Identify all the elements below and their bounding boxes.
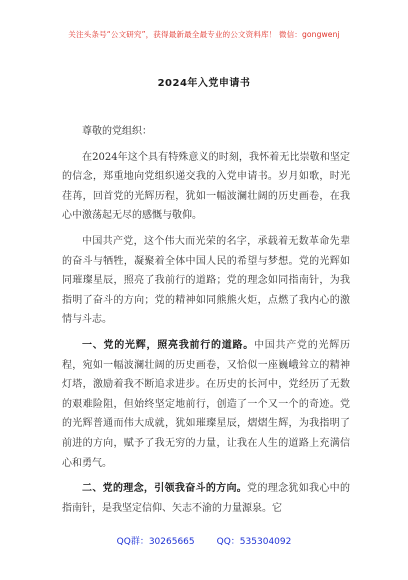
header-promo-note: 关注头条号“公文研究”，获得最新最全最专业的公文资料库！ 微信：gongwenj xyxy=(68,30,340,39)
section-1 xyxy=(62,336,350,473)
section-2-heading: 二、党的理念，引领我奋斗的方向。 xyxy=(82,483,248,495)
body-paragraph-1: 在2024年这个具有特殊意义的时刻，我怀着无比崇敬和坚定的信念，郑重地向党组织递交我的入党申请书。岁月如歌，时光荏苒，回首党的光辉历程，犹如一幅波澜壮阔的历史画卷，在我心中激荡起无尽的感慨与敬仰。 xyxy=(62,151,350,222)
qq-group-number: QQ群：30265665 xyxy=(116,537,195,547)
document-body xyxy=(62,122,350,518)
section-2 xyxy=(62,479,350,518)
section-1-text: 中国共产党的光辉历程，宛如一幅波澜壮阔的历史画卷，又恰似一座巍峨耸立的精神灯塔，激励着我不断追求进步。在历史的长河中，党经历了无数的艰难险阻，但始终坚定地前行，创造了一个又一个的奇迹。党的光辉普通而伟大成就，犹如璀璨星辰，熠熠生辉，为我指明了前进的方向，赋予了我无穷的力量，让我在人生的道路上充满信心和勇气。 xyxy=(62,339,350,469)
body-paragraph-2: 中国共产党，这个伟大而光荣的名字，承载着无数革命先辈的奋斗与牺牲，凝聚着全体中国人民的希望与梦想。党的光辉如同璀璨星辰，照亮了我前行的道路；党的理念如同指南针，为我指明了奋斗的方向；党的精神如同熊熊火炬，点燃了我内心的激情与斗志。 xyxy=(62,235,350,326)
page-title: 2024年入党申请书 xyxy=(157,78,251,89)
section-1-heading: 一、党的光辉，照亮我前行的道路。 xyxy=(82,339,254,351)
qq-number: QQ：535304092 xyxy=(216,537,292,547)
section-2-text: 党的理念犹如我心中的指南针，是我坚定信仰、矢志不渝的力量源泉。它 xyxy=(62,483,351,514)
footer-contact xyxy=(0,534,408,547)
salutation: 尊敬的党组织： xyxy=(82,126,152,137)
